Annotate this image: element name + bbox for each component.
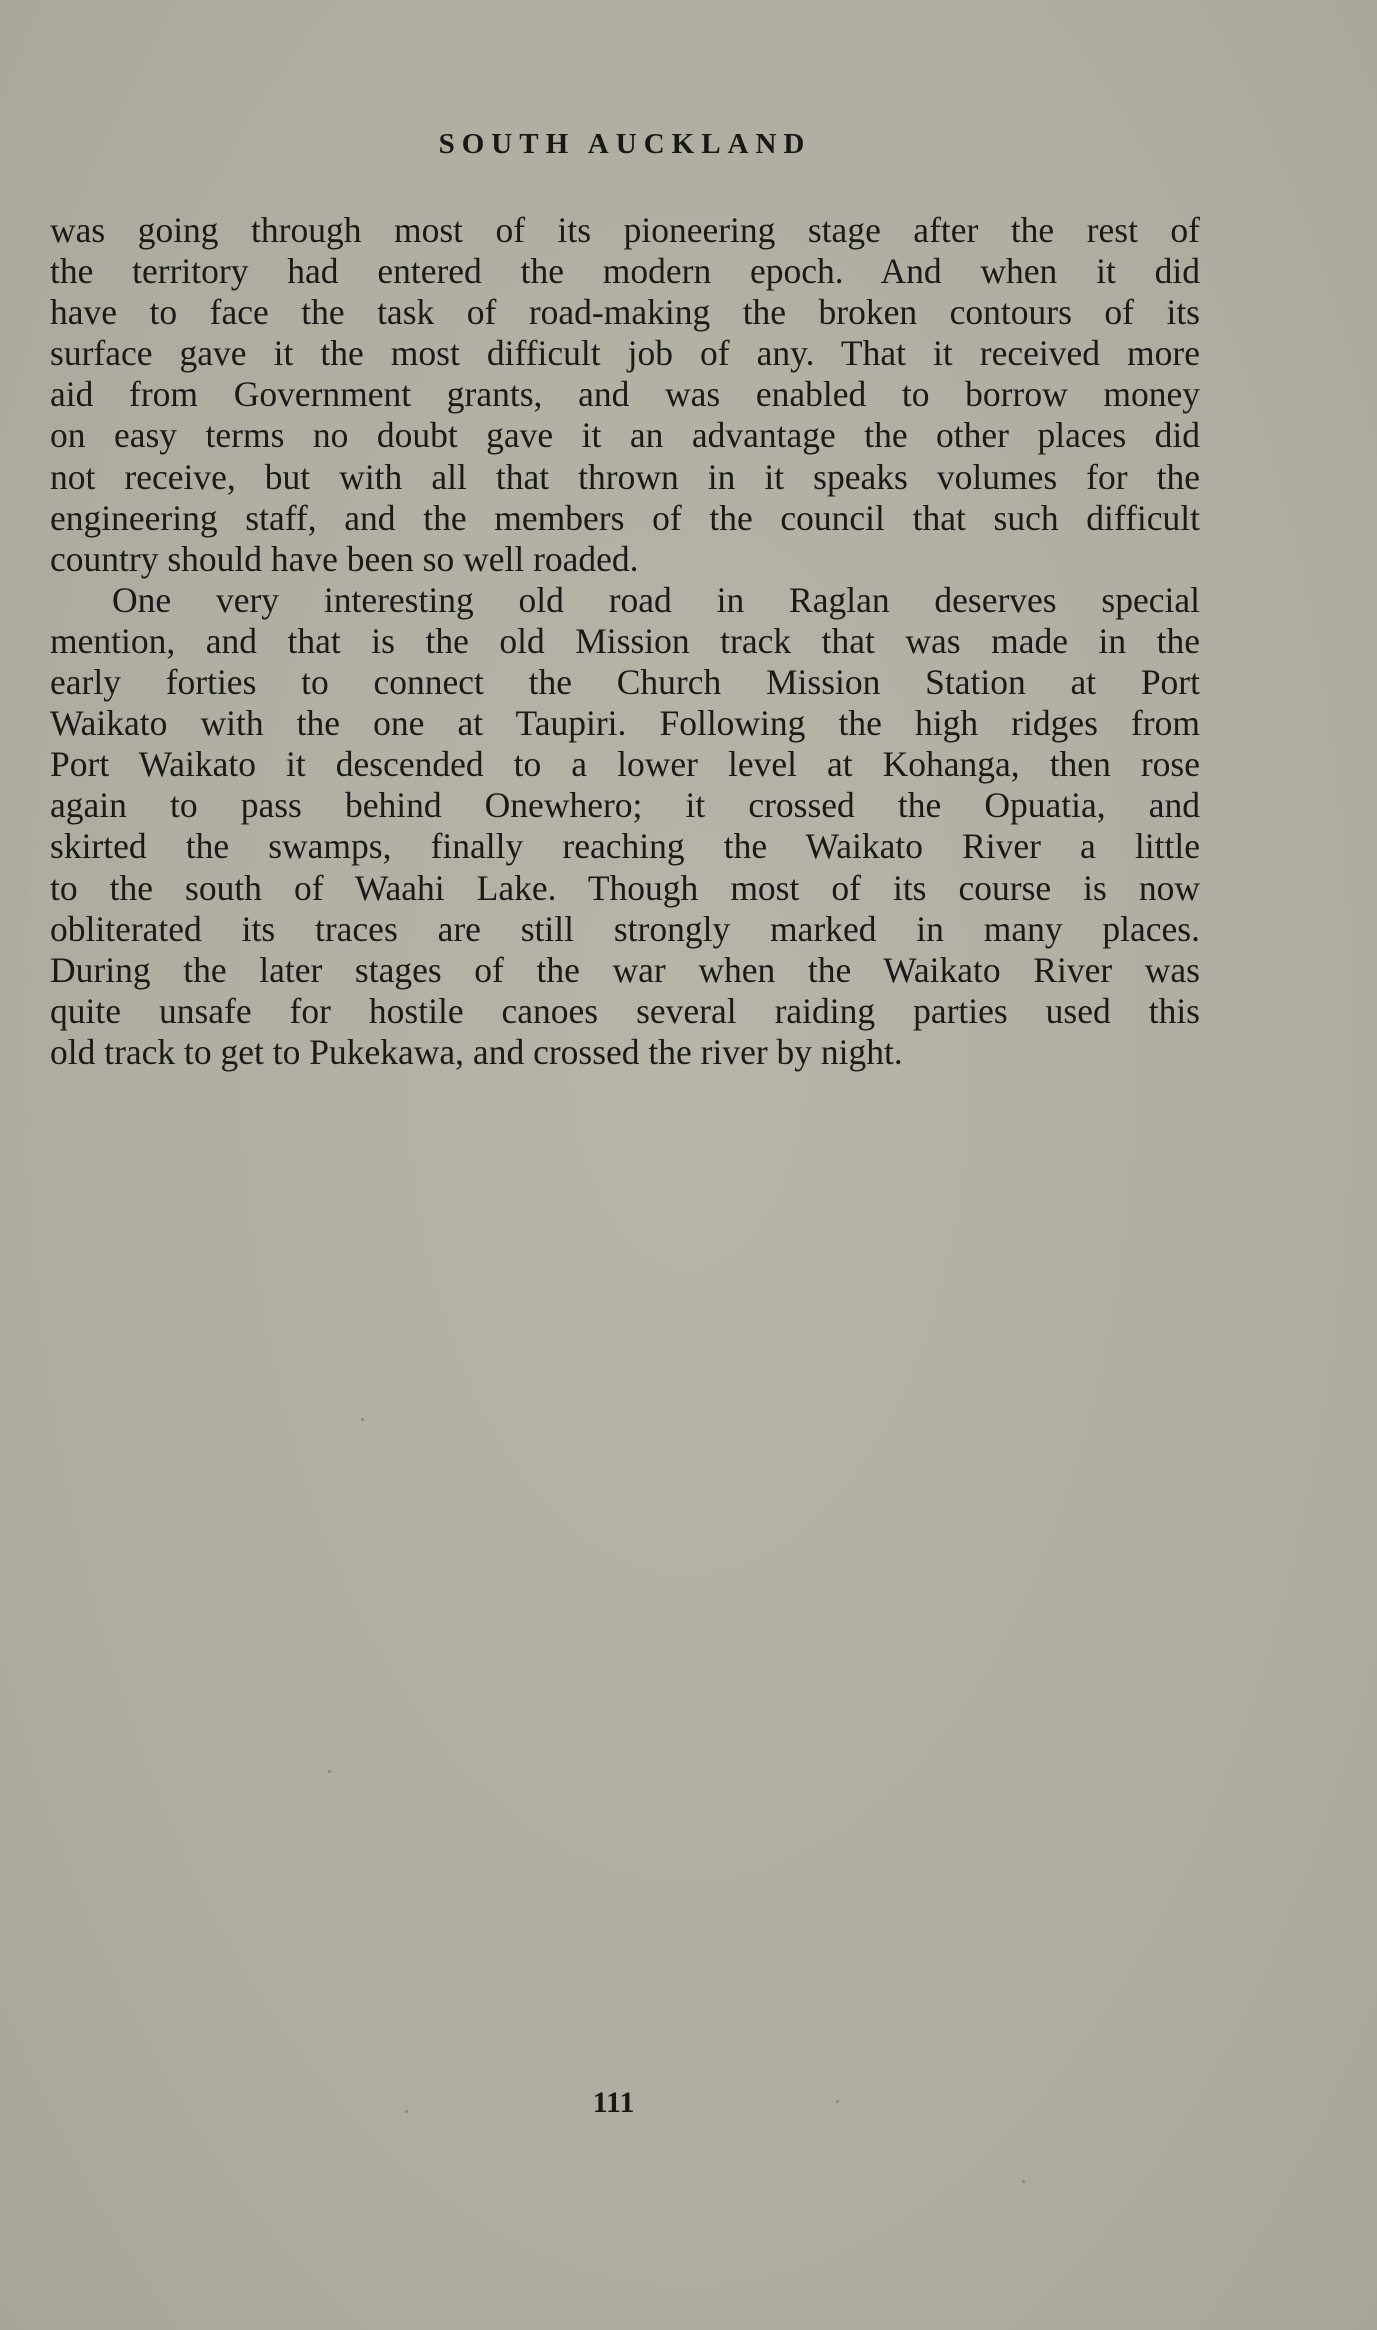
text-line: aid from Government grants, and was enabled to borrow money [50,374,1200,415]
text-line: One very interesting old road in Raglan deserves special [112,579,1200,620]
running-head: SOUTH AUCKLAND [438,128,812,160]
text-line: early forties to connect the Church Mission Station at Port [50,662,1200,703]
text-line: again to pass behind Onewhero; it crossed the Opuatia, and [50,785,1200,826]
text-line: mention, and that is the old Mission track that was made in the [50,620,1200,661]
paper-speck [1022,2180,1025,2183]
paper-speck [361,1418,364,1421]
text-line: During the later stages of the war when the Waikato River was [50,949,1200,990]
paper-speck [328,1770,331,1773]
text-line: to the south of Waahi Lake. Though most of its course is now [50,867,1200,908]
text-line: the territory had entered the modern epoch. And when it did [50,251,1200,292]
text-line: surface gave it the most difficult job of any. That it received more [50,333,1200,374]
text-line: quite unsafe for hostile canoes several raiding parties used this [50,990,1200,1031]
text-line: obliterated its traces are still strongly marked in many places. [50,908,1200,949]
page-number: 111 [592,2086,635,2119]
text-line: on easy terms no doubt gave it an advantage the other places did [50,415,1200,456]
paper-speck [405,2110,408,2113]
text-line: have to face the task of road-making the broken contours of its [50,292,1200,333]
text-line: was going through most of its pioneering stage after the rest of [50,210,1200,250]
body-text [50,210,1200,1073]
text-line: old track to get to Pukekawa, and crossed the river by night. [50,1031,903,1072]
text-line: country should have been so well roaded. [50,538,639,579]
text-line: engineering staff, and the members of the council that such difficult [50,497,1200,538]
paper-speck [836,2100,839,2103]
text-line: skirted the swamps, finally reaching the Waikato River a little [50,826,1200,867]
paragraph-2 [50,580,1200,1073]
paragraph-1 [50,210,1200,580]
text-line: Waikato with the one at Taupiri. Following the high ridges from [50,703,1200,744]
text-line: Port Waikato it descended to a lower level at Kohanga, then rose [50,744,1200,785]
text-line: not receive, but with all that thrown in it speaks volumes for the [50,456,1200,497]
